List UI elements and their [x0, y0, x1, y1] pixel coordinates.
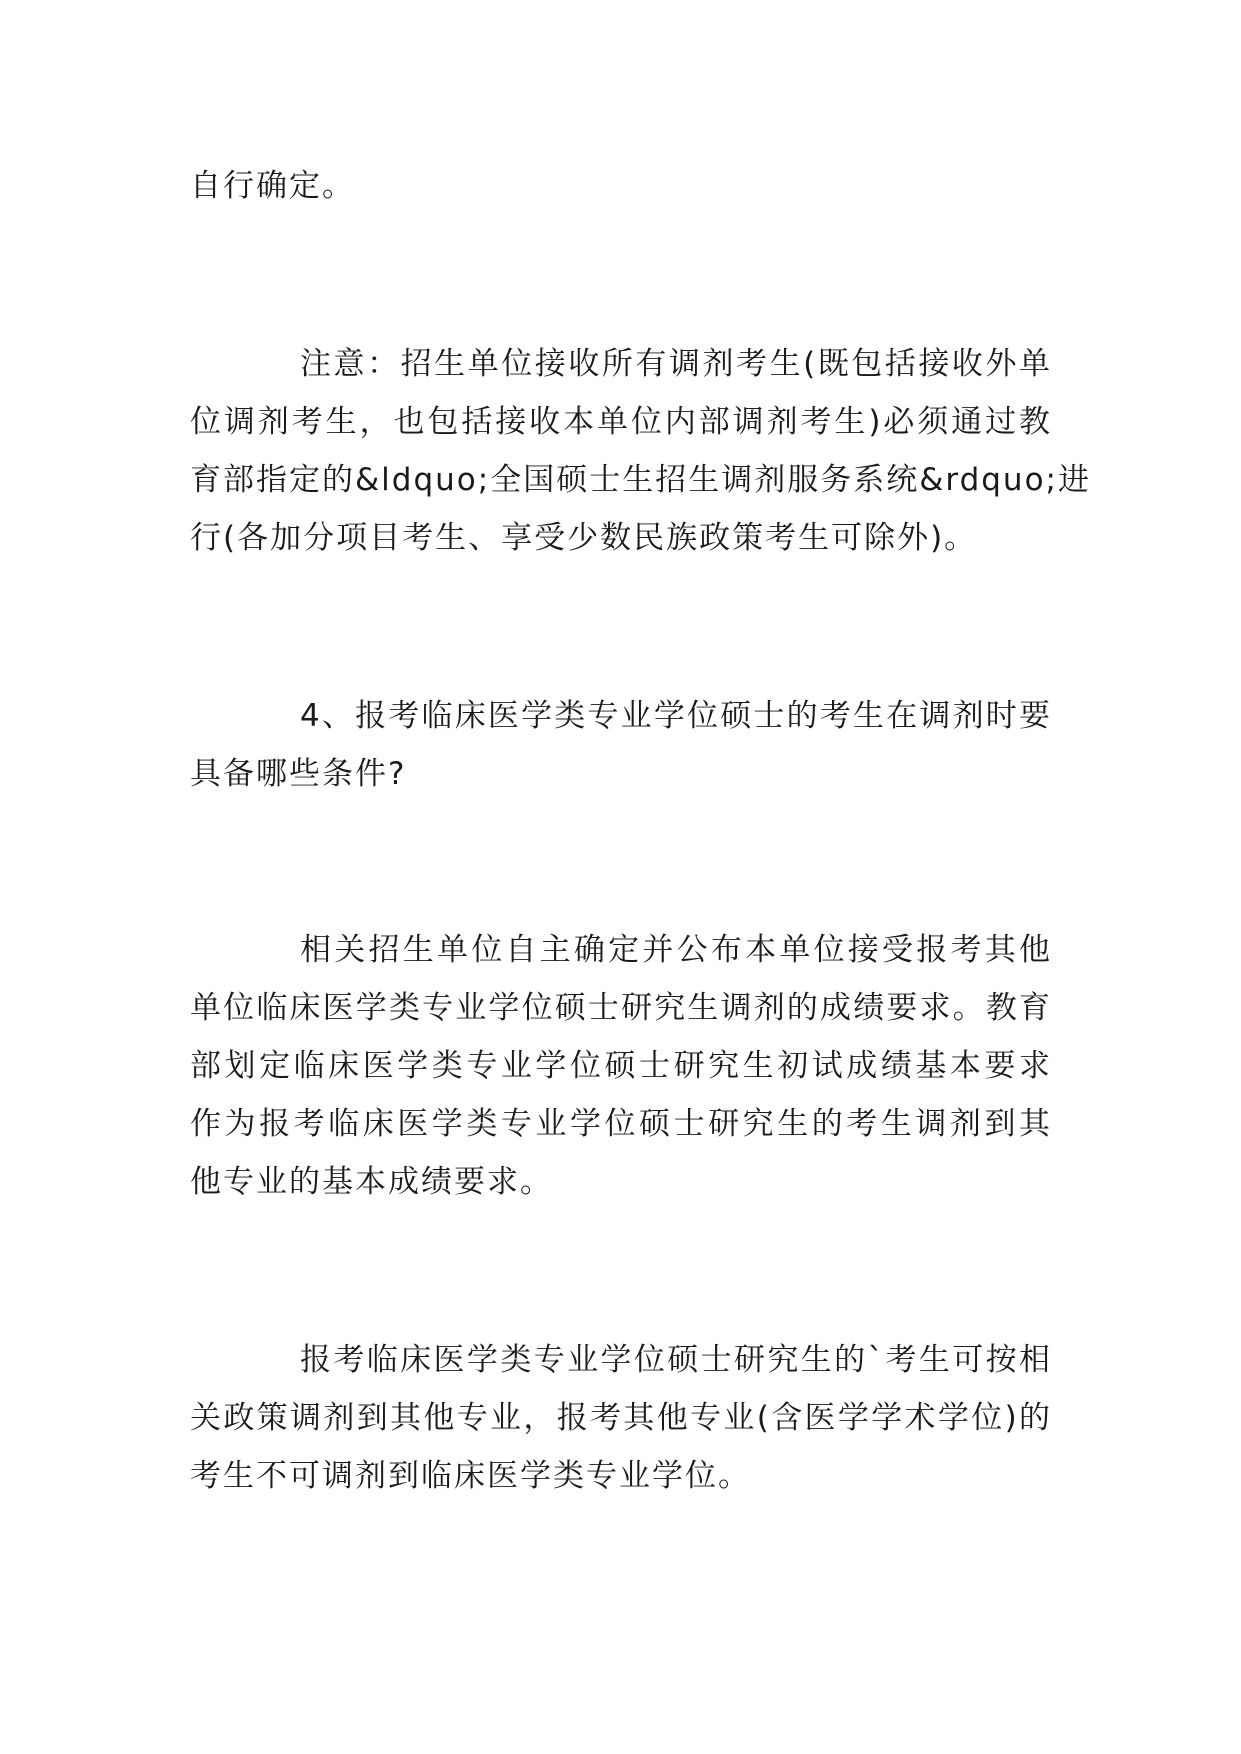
paragraph-line: 考生不可调剂到临床医学类专业学位。: [190, 1458, 751, 1494]
paragraph-line: 具备哪些条件?: [190, 756, 407, 792]
paragraph-line: 位调剂考生，也包括接收本单位内部调剂考生)必须通过教: [190, 404, 1052, 440]
paragraph-line: 部划定临床医学类专业学位硕士研究生初试成绩基本要求: [190, 1048, 1052, 1084]
paragraph-line: 他专业的基本成绩要求。: [190, 1164, 553, 1200]
paragraph-line: 4、报考临床医学类专业学位硕士的考生在调剂时要: [300, 698, 1052, 734]
paragraph-line: 自行确定。: [190, 168, 355, 204]
paragraph-line: 单位临床医学类专业学位硕士研究生调剂的成绩要求。教育: [190, 990, 1052, 1026]
paragraph-line: 注意：招生单位接收所有调剂考生(既包括接收外单: [300, 346, 1052, 382]
paragraph-line: 育部指定的&ldquo;全国硕士生招生调剂服务系统&rdquo;进: [190, 462, 1091, 498]
paragraph-line: 作为报考临床医学类专业学位硕士研究生的考生调剂到其: [190, 1106, 1052, 1142]
paragraph-line: 关政策调剂到其他专业，报考其他专业(含医学学术学位)的: [190, 1400, 1052, 1436]
paragraph-line: 报考临床医学类专业学位硕士研究生的`考生可按相: [300, 1342, 1052, 1378]
paragraph-line: 相关招生单位自主确定并公布本单位接受报考其他: [300, 932, 1052, 968]
paragraph-line: 行(各加分项目考生、享受少数民族政策考生可除外)。: [190, 520, 978, 556]
